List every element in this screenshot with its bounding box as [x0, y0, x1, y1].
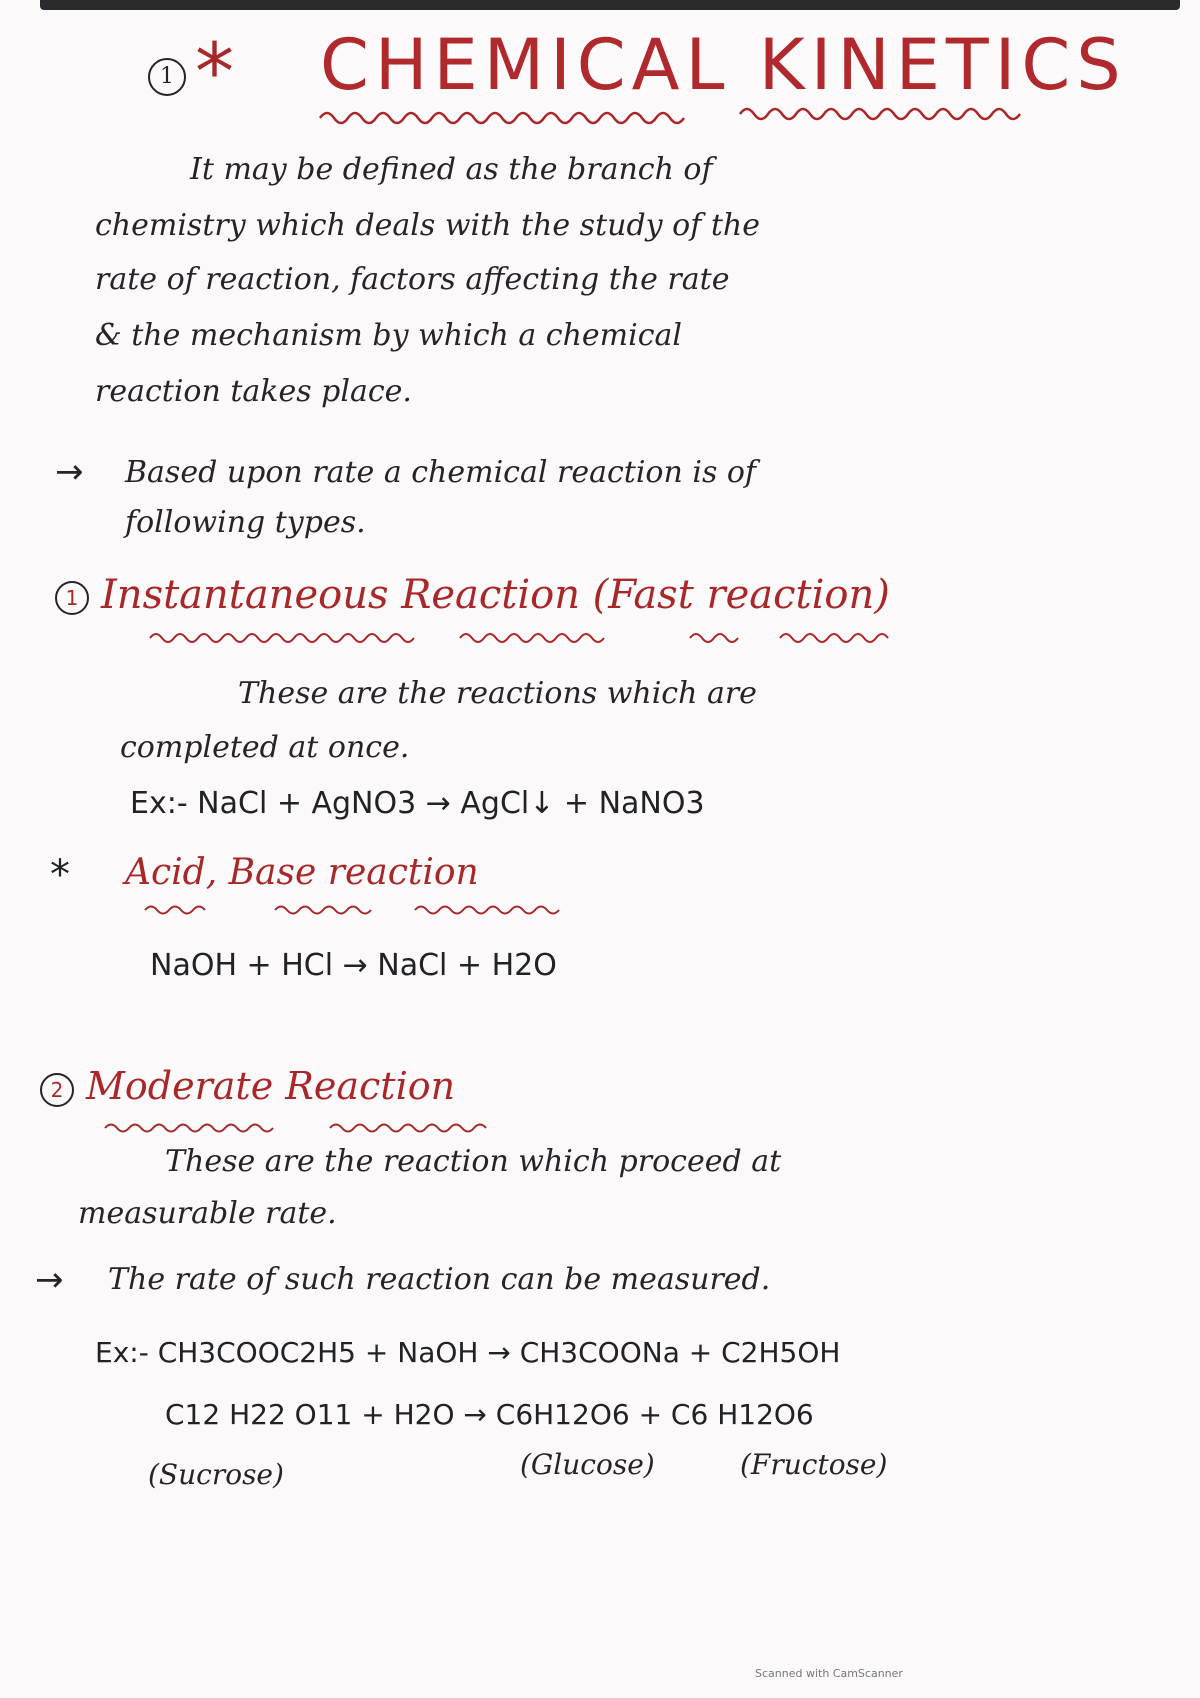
- section-2-underline: [105, 1118, 505, 1138]
- note-arrow-icon: →: [35, 1260, 64, 1300]
- label-fructose: (Fructose): [740, 1448, 888, 1481]
- scanner-watermark: Scanned with CamScanner: [755, 1667, 903, 1680]
- definition-line-1: It may be defined as the branch of: [190, 152, 713, 187]
- section-1-heading: [55, 572, 890, 618]
- acid-base-equation: NaOH + HCl → NaCl + H2O: [150, 948, 557, 983]
- section-1-heading-text: Instantaneous Reaction (Fast reaction): [101, 572, 890, 618]
- definition-line-3: rate of reaction, factors affecting the rate: [95, 262, 730, 297]
- acid-base-heading: Acid, Base reaction: [125, 852, 479, 893]
- section-2-desc-line-1: These are the reaction which proceed at: [165, 1144, 782, 1179]
- section-2-example-2: C12 H22 O11 + H2O → C6H12O6 + C6 H12O6: [165, 1398, 814, 1431]
- title-underline: [320, 100, 1020, 130]
- title-star-icon: *: [195, 28, 234, 118]
- section-1-desc-line-1: These are the reactions which are: [238, 676, 757, 711]
- section-1-number: 1: [55, 581, 89, 615]
- section-1-underline: [150, 626, 910, 650]
- label-glucose: (Glucose): [520, 1448, 655, 1481]
- types-intro-line-2: following types.: [125, 505, 366, 540]
- definition-line-2: chemistry which deals with the study of the: [95, 208, 760, 243]
- section-2-heading-text: Moderate Reaction: [86, 1064, 456, 1108]
- label-sucrose: (Sucrose): [148, 1458, 284, 1491]
- section-2-desc-line-2: measurable rate.: [78, 1196, 337, 1231]
- page-title: CHEMICAL KINETICS: [320, 24, 1127, 106]
- asterisk-icon: *: [50, 852, 70, 898]
- section-2-heading: [40, 1064, 455, 1108]
- section-2-example-1: Ex:- CH3COOC2H5 + NaOH → CH3COONa + C2H5OH: [95, 1336, 841, 1369]
- title-number: 1: [148, 58, 186, 96]
- definition-line-4: & the mechanism by which a chemical: [95, 318, 682, 353]
- section-2-number: 2: [40, 1073, 74, 1107]
- page-edge: [40, 0, 1180, 10]
- definition-line-5: reaction takes place.: [95, 374, 412, 409]
- acid-base-underline: [145, 900, 575, 920]
- bullet-arrow-icon: →: [55, 452, 84, 492]
- types-intro-line-1: Based upon rate a chemical reaction is of: [125, 455, 757, 490]
- section-1-desc-line-2: completed at once.: [120, 730, 410, 765]
- section-1-example: Ex:- NaCl + AgNO3 → AgCl↓ + NaNO3: [130, 786, 705, 821]
- section-2-note: The rate of such reaction can be measured.: [108, 1262, 771, 1297]
